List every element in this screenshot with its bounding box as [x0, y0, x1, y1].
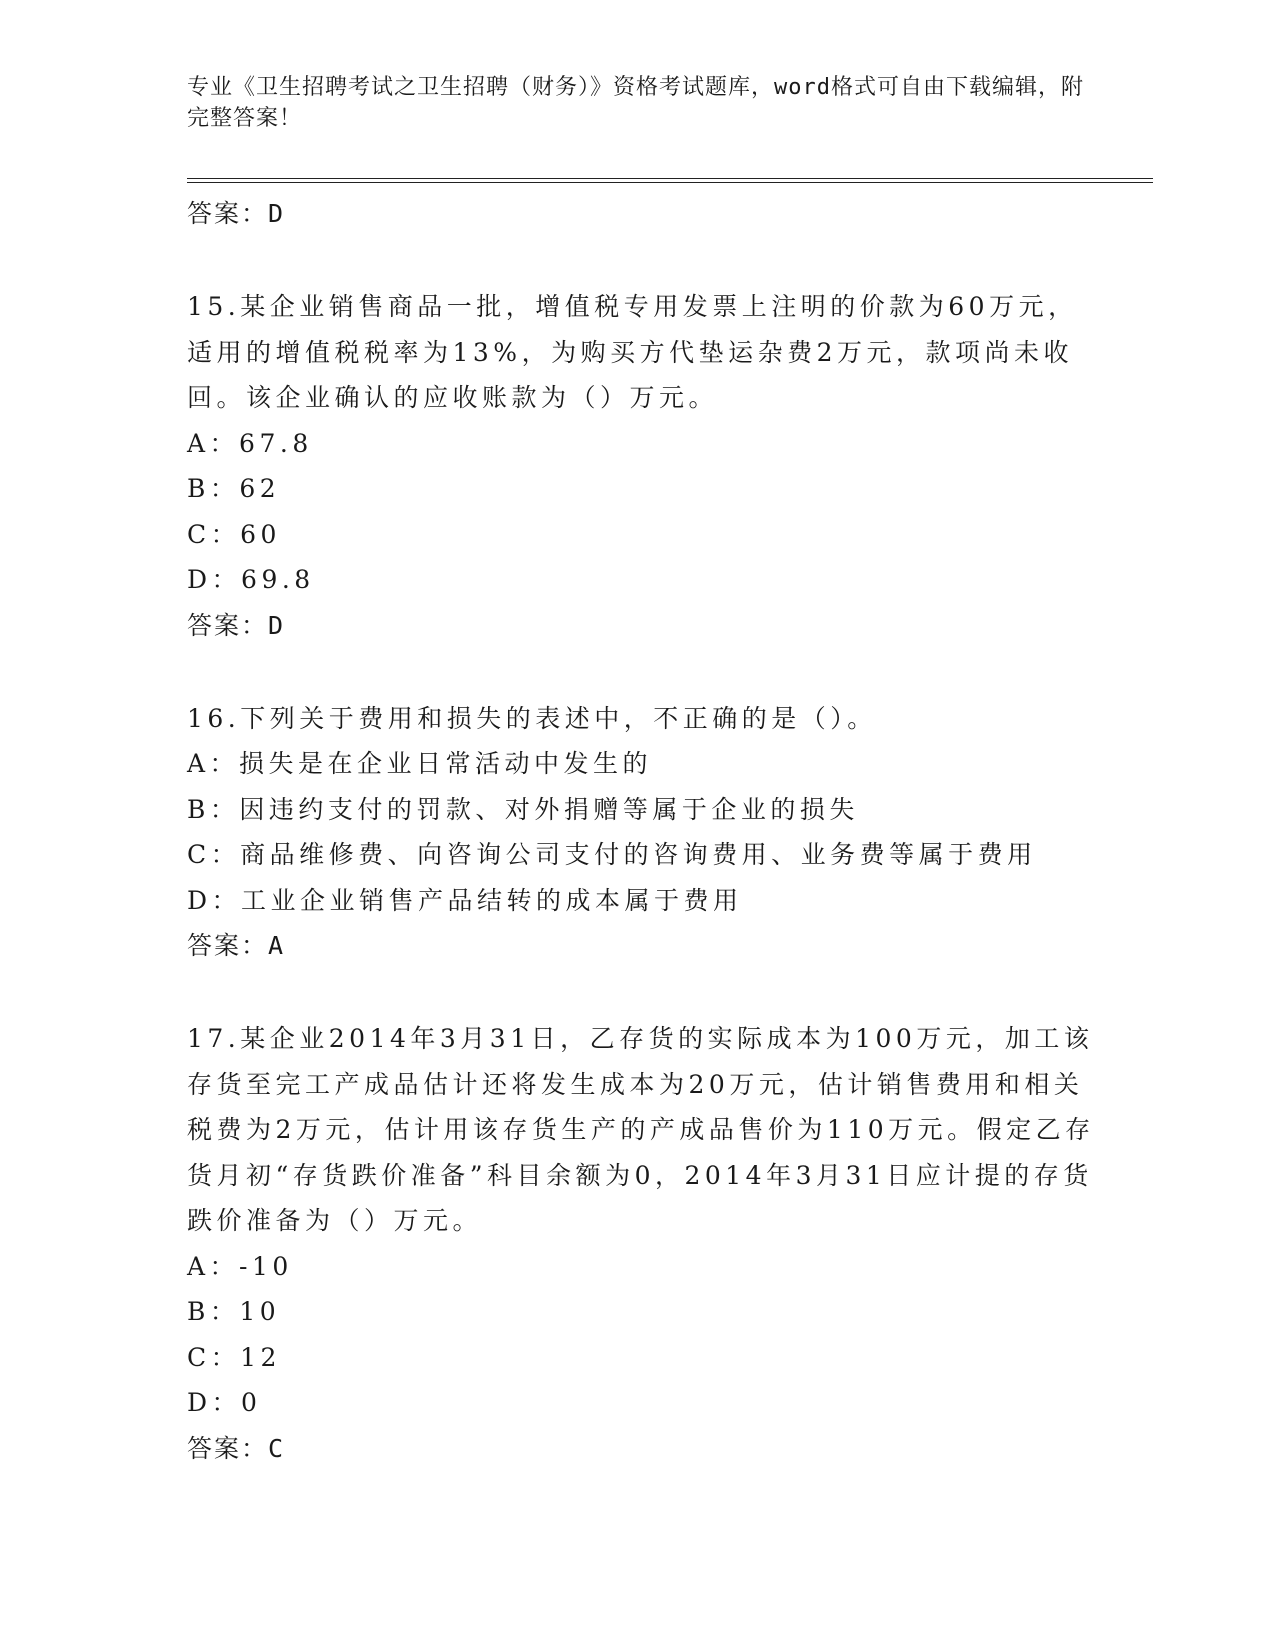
question-list — [187, 191, 1107, 1471]
option-b: B：10 — [187, 1297, 281, 1326]
question-15 — [187, 284, 1107, 648]
option-d: D：0 — [187, 1388, 262, 1417]
question-stem: 16.下列关于费用和损失的表述中，不正确的是（）。 — [187, 703, 877, 733]
option-c: C：60 — [187, 519, 281, 549]
question-answer — [187, 603, 1107, 648]
option-c: C：商品维修费、向咨询公司支付的咨询费用、业务费等属于费用 — [187, 840, 1037, 869]
question-stem: 17.某企业2014年3月31日，乙存货的实际成本为100万元，加工该存货至完工产成品估计还将发生成本为20万元，估计销售费用和相关税费为2万元，估计用该存货生产的产成品售价为110万元。假定乙存货月初“存货跌价准备”科目余额为0，2014年3月31日应计提的存货跌价准备为（）万元。 — [187, 1024, 1095, 1235]
answer-label: 答案： — [187, 931, 269, 960]
option-b: B：因违约支付的罚款、对外捐赠等属于企业的损失 — [187, 794, 859, 824]
option-a: A：-10 — [187, 1251, 293, 1281]
option-d: D：工业企业销售产品结转的成本属于费用 — [187, 885, 743, 915]
answer-label: 答案： — [187, 610, 269, 640]
question-answer — [187, 923, 1107, 968]
question-16 — [187, 696, 1107, 969]
previous-answer — [187, 191, 1107, 236]
question-17 — [187, 1016, 1107, 1471]
option-b: B：62 — [187, 474, 281, 503]
answer-value: C — [268, 1433, 284, 1463]
answer-label: 答案： — [187, 1433, 269, 1463]
answer-label: 答案： — [187, 199, 269, 228]
answer-value: D — [268, 610, 284, 640]
answer-value: D — [268, 199, 284, 228]
question-answer — [187, 1426, 1107, 1471]
option-d: D：69.8 — [187, 565, 315, 594]
document-header: 专业《卫生招聘考试之卫生招聘（财务）》资格考试题库，word格式可自由下载编辑，附完整答案！ — [187, 75, 1084, 131]
header-divider — [187, 178, 1153, 183]
option-a: A：67.8 — [187, 428, 313, 458]
option-c: C：12 — [187, 1342, 281, 1372]
answer-value: A — [268, 931, 284, 960]
question-stem: 15.某企业销售商品一批，增值税专用发票上注明的价款为60万元，适用的增值税税率为13%，为购买方代垫运杂费2万元，款项尚未收回。该企业确认的应收账款为（）万元。 — [187, 292, 1078, 412]
option-a: A：损失是在企业日常活动中发生的 — [187, 749, 653, 778]
